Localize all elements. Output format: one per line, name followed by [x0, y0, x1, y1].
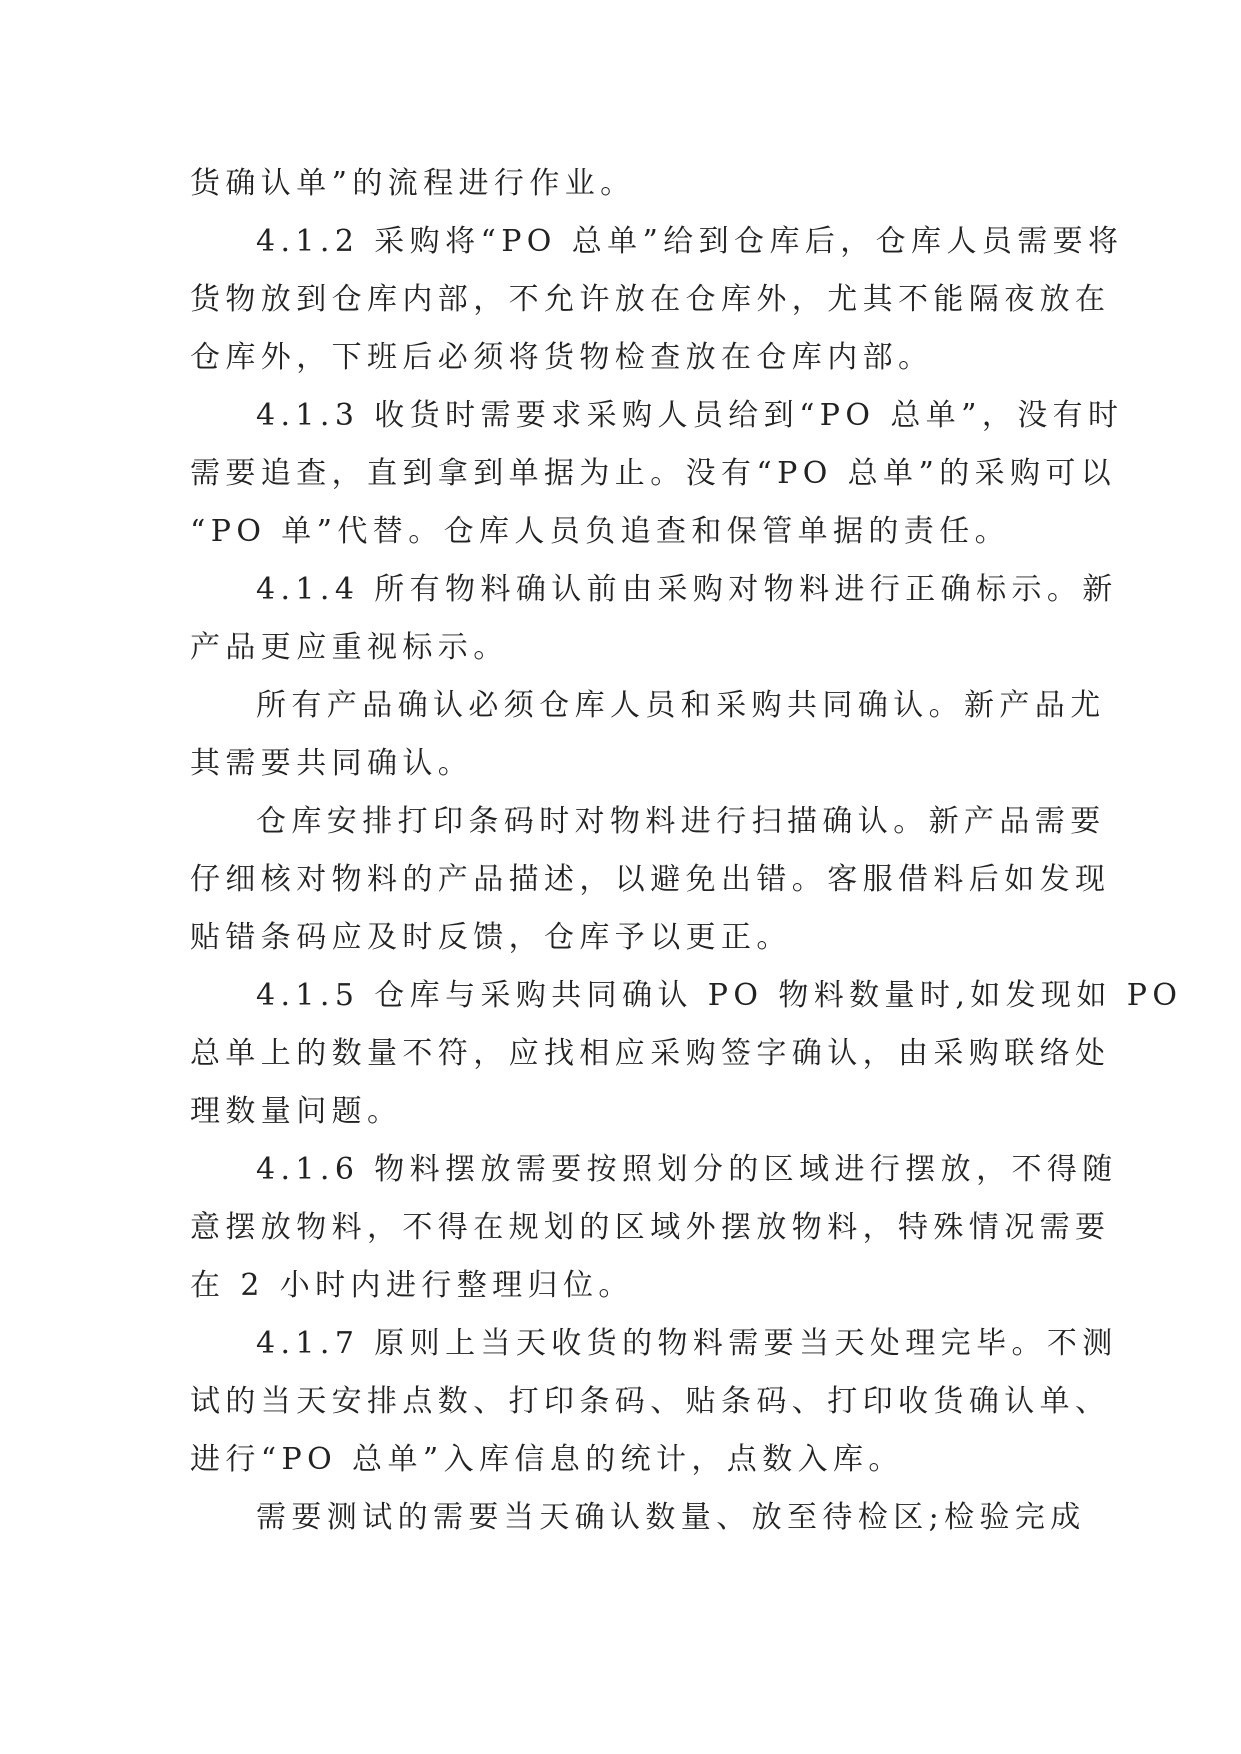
paragraph-line: 其需要共同确认。 — [190, 746, 474, 781]
paragraph-line: 进行“PO 总单”入库信息的统计，点数入库。 — [190, 1442, 904, 1477]
paragraph-line: 需要追查，直到拿到单据为止。没有“PO 总单”的采购可以 — [190, 456, 1117, 491]
paragraph-line: 产品更应重视标示。 — [190, 630, 509, 665]
paragraph-line: “PO 单”代替。仓库人员负追查和保管单据的责任。 — [190, 514, 1010, 549]
paragraph-first-line: 4.1.2 采购将“PO 总单”给到仓库后，仓库人员需要将 — [256, 224, 1124, 259]
document-body — [190, 155, 1183, 1547]
paragraph-line: 货物放到仓库内部，不允许放在仓库外，尤其不能隔夜放在 — [190, 282, 1111, 317]
paragraph-first-line: 4.1.3 收货时需要求采购人员给到“PO 总单”，没有时 — [256, 398, 1124, 433]
paragraph-line: 货确认单”的流程进行作业。 — [190, 166, 636, 201]
paragraph-line: 总单上的数量不符，应找相应采购签字确认，由采购联络处 — [190, 1036, 1111, 1071]
paragraph-first-line: 需要测试的需要当天确认数量、放至待检区;检验完成 — [256, 1500, 1086, 1535]
paragraph-first-line: 4.1.4 所有物料确认前由采购对物料进行正确标示。新 — [256, 572, 1118, 607]
paragraph-line: 贴错条码应及时反馈，仓库予以更正。 — [190, 920, 792, 955]
paragraph-first-line: 所有产品确认必须仓库人员和采购共同确认。新产品尤 — [256, 688, 1106, 723]
paragraph-line: 在 2 小时内进行整理归位。 — [190, 1268, 634, 1303]
paragraph-line: 试的当天安排点数、打印条码、贴条码、打印收货确认单、 — [190, 1384, 1111, 1419]
paragraph-line: 理数量问题。 — [190, 1094, 403, 1129]
paragraph-line: 仔细核对物料的产品描述，以避免出错。客服借料后如发现 — [190, 862, 1111, 897]
paragraph-first-line: 4.1.7 原则上当天收货的物料需要当天处理完毕。不测 — [256, 1326, 1118, 1361]
paragraph-first-line: 4.1.5 仓库与采购共同确认 PO 物料数量时,如发现如 PO — [256, 978, 1183, 1013]
paragraph-first-line: 4.1.6 物料摆放需要按照划分的区域进行摆放，不得随 — [256, 1152, 1118, 1187]
paragraph-line: 仓库外，下班后必须将货物检查放在仓库内部。 — [190, 340, 934, 375]
paragraph-first-line: 仓库安排打印条码时对物料进行扫描确认。新产品需要 — [256, 804, 1106, 839]
paragraph-line: 意摆放物料，不得在规划的区域外摆放物料，特殊情况需要 — [190, 1210, 1111, 1245]
